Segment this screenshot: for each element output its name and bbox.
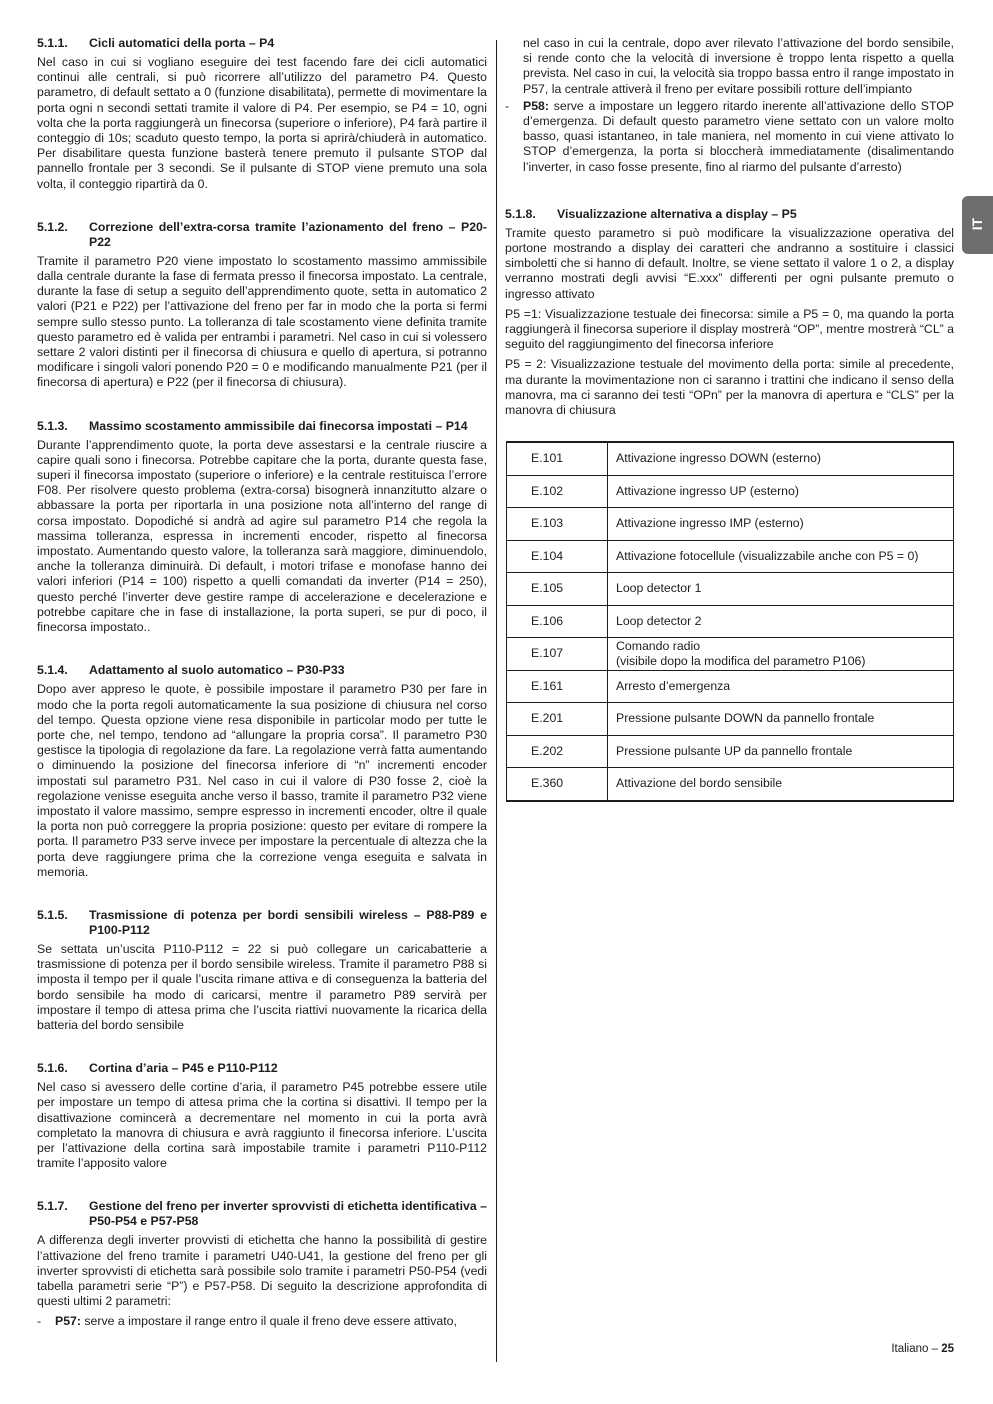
table-row [507, 638, 954, 671]
description-cell: Loop detector 1 [608, 573, 954, 606]
section-title: Trasmissione di potenza per bordi sensibili wireless – P88-P89 e P100-P112 [89, 907, 487, 937]
left-column [37, 36, 487, 1358]
footer-language: Italiano – [891, 1343, 938, 1355]
table-row [507, 475, 954, 508]
section-5-1-8 [505, 207, 954, 418]
language-tab-label: IT [969, 217, 986, 231]
description-cell: Arresto d’emergenza [608, 670, 954, 703]
code-cell: E.106 [507, 605, 608, 638]
description-cell: Attivazione fotocellule (visualizzabile anche con P5 = 0) [608, 540, 954, 573]
code-cell: E.201 [507, 703, 608, 736]
section-number: 5.1.7. [37, 1199, 68, 1214]
param-label: P57: [55, 1314, 81, 1329]
bullet-p58 [505, 99, 954, 175]
description-line: Comando radio [616, 638, 701, 653]
section-body: Se settata un’uscita P110-P112 = 22 si può collegare un caricabatterie a trasmissione di potenza per il bordo sensibile wireless. Tramite il parametro P88 si imposta il tempo per il quale l’uscita rimane attiva e di conseguenza la batteria del bordo sensibile ha modo di caricarsi, mentre il parametro P89 servirà per impostare il tempo di attesa prima che l’uscita riattivi nuovamente la ricarica della batteria del bordo sensibile [37, 941, 487, 1032]
param-label: P58: [523, 98, 549, 113]
section-body: Durante l’apprendimento quote, la porta deve assestarsi e la centrale riuscire a capire quali sono i finecorsa. Potrebbe capitare che la porta, durante questa fase, superi il finecorsa impostato (superiore o inferiore) e la centrale restituisca l’errore F08. Per risolvere questo problema (extra-corsa) bisognerà innanzitutto alzare o abbassare la porta per riportarla in una posizione nota all’interno del range di corsa impostato. Dopodiché si andrà ad agire sul parametro P14 che regola la massima tolleranza, espressa in incrementi encoder, rispetto al finecorsa impostato. Aumentando questo valore, la tolleranza sarà maggiore, diminuendolo, anche la tolleranza diminuirà. Di default, i motori trifase e monofase hanno dei valori inferiori (P14 = 100) rispetto a quelli comandati da inverter (P14 = 250), questo perché l’inverter deve gestire rampe di accelerazione e decelerazione e potrebbe capitare che in fase di installazione, la porta superi, se pur di poco, il finecorsa impostato.. [37, 437, 487, 635]
section-number: 5.1.1. [37, 36, 68, 50]
description-note: (visibile dopo la modifica del parametro P106) [616, 653, 866, 668]
section-heading [37, 419, 487, 434]
section-body: P5 = 2: Visualizzazione testuale del movimento della porta: simile al precedente, ma durante la movimentazione non ci saranno i trattini che indicano il senso della manovra, ma ci saranno dei testi “OPn” per la manovra di apertura e “CLS” per la manovra di chiusura [505, 357, 954, 418]
section-number: 5.1.2. [37, 219, 68, 234]
bullet-text [55, 1314, 487, 1329]
section-title: Correzione dell’extra-corsa tramite l’azionamento del freno – P20-P22 [89, 219, 487, 249]
code-cell: E.107 [507, 638, 608, 671]
bullet-dash: - [37, 1314, 42, 1329]
section-title: Gestione del freno per inverter sprovvisti di etichetta identificativa – P50-P54 e P57-P58 [89, 1199, 487, 1229]
description-cell: Loop detector 2 [608, 605, 954, 638]
bullet-p57 [37, 1314, 487, 1329]
section-5-1-2 [37, 220, 487, 391]
table-row [507, 703, 954, 736]
section-body: P5 =1: Visualizzazione testuale dei finecorsa: simile a P5 = 0, ma quando la porta raggiungerà il finecorsa superiore il display mostrerà “OP”, mentre mostrerà “CL” a seguito del raggiungimento del finecorsa inferiore [505, 306, 955, 352]
description-cell: Attivazione ingresso DOWN (esterno) [608, 442, 954, 475]
table-row [507, 735, 954, 768]
code-cell: E.360 [507, 768, 608, 801]
description-cell [608, 638, 954, 671]
section-5-1-7 [37, 1199, 487, 1329]
section-title: Massimo scostamento ammissibile dai finecorsa impostati – P14 [89, 418, 468, 433]
section-body: Nel caso in cui si vogliano eseguire dei test facendo fare dei cicli automatici continui alle centrali, si può ricorrere all’utilizzo del parametro P4. Questo parametro, di default settato a 0 (funzione disabilitata), permette di movimentare la porta ogni n secondi settati tramite il valore di P4. Per esempio, se P4 = 10, ogni volta che la porta raggiungerà un finecorsa (superiore o inferiore), P4 farà partire il conteggio di 10s; scaduto questo tempo, la porta si aprirà/chiuderà in automatico. Per disabilitare questa funzione basterà tenere premuto il pulsante STOP dal pannello frontale per 3 secondi. Se il pulsante di STOP viene premuto una sola volta, il conteggio ripartirà da 0. [37, 55, 487, 191]
code-cell: E.161 [507, 670, 608, 703]
section-5-1-6 [37, 1061, 487, 1171]
description-cell: Pressione pulsante UP da pannello frontale [608, 735, 954, 768]
section-heading [505, 207, 954, 222]
code-cell: E.104 [507, 540, 608, 573]
section-body: Tramite questo parametro si può modificare la visualizzazione operativa del portone mostrando a display dei caratteri che andranno a sostituire i classici simboletti che si hanno di default. Inoltre, se viene settato il valore 1 o 2, a display verranno mostrati degli avvisi “E.xxx” differenti per ogni pulsante premuto o ingresso attivato [505, 225, 954, 301]
page-footer [891, 1343, 954, 1355]
section-5-1-5 [37, 908, 487, 1033]
table-row [507, 442, 954, 475]
description-cell: Attivazione del bordo sensibile [608, 768, 954, 801]
table-row [507, 540, 954, 573]
table-row [507, 605, 954, 638]
section-number: 5.1.8. [505, 206, 536, 221]
table-row [507, 768, 954, 801]
section-body: Dopo aver appreso le quote, è possibile impostare il parametro P30 per fare in modo che la porta regoli automaticamente la sua posizione di chiusura nel corso del tempo. Questa opzione viene resa disponibile in particolar modo per tutte le porte che, nel tempo, tendono ad “allungare la propria corsa”. Il parametro P30 gestisce la tipologia di regolazione da fare. La regolazione verrà fatta aumentando o diminuendo la posizione del finecorsa inferiore di “n” incrementi encoder impostati sul parametro P31. Nel caso in cui il valore di P30 fosse 2, cioè la regolazione venisse eseguita anche verso il basso, tramite il parametro P32 viene impostato il valore massimo, sempre espresso in incrementi encoder, oltre il quale la porta non può correggere la propria posizione: questo per evitare di rompere la porta. Il parametro P33 serve invece per impostare la percentuale di altezza che la porta deve raggiungere prima che la correzione venga eseguita e salvata in memoria. [37, 682, 487, 879]
section-title: Visualizzazione alternativa a display – P5 [557, 206, 797, 221]
description-cell: Attivazione ingresso IMP (esterno) [608, 508, 954, 541]
param-description: serve a impostare il range entro il quale il freno deve essere attivato, [84, 1314, 457, 1329]
display-codes-table [506, 441, 954, 802]
code-cell: E.103 [507, 508, 608, 541]
section-heading [37, 1199, 487, 1229]
section-heading [37, 663, 487, 678]
description-cell: Attivazione ingresso UP (esterno) [608, 475, 954, 508]
section-body: A differenza degli inverter provvisti di etichetta che hanno la possibilità di gestire l’attivazione del freno tramite i parametri U40-U41, la gestione del freno per gli inverter sprovvisti di etichetta sarà possibile solo tramite i parametri P50-P54 (vedi tabella parametri serie “P”) e P57-P58. Di seguito la descrizione approfondita di questi ultimi 2 parametri: [37, 1233, 487, 1309]
section-5-1-4 [37, 663, 487, 880]
section-5-1-3 [37, 419, 487, 636]
table-row [507, 508, 954, 541]
section-body: Tramite il parametro P20 viene impostato lo scostamento massimo ammissibile dalla centrale durante la fase di fermata presso il finecorsa impostato. La centrale, durante la fase di setup a seguito dell’apprendimento quote, setta in automatico 2 valori (P21 e P22) per l’attivazione del freno per far in modo che la porta si fermi sempre sullo stesso punto. La tolleranza di tale scostamento viene definita tramite questo parametro ed è valida per entrambi i parametri. Nel caso in cui si volessero settare 2 valori distinti per il finecorsa di chiusura e quello di apertura, si potranno modificare i singoli valori ponendo P20 = 0 e modificando manualmente P21 (per il finecorsa di apertura) e P22 (per il finecorsa di chiusura). [37, 253, 487, 390]
section-number: 5.1.6. [37, 1061, 68, 1076]
section-5-1-1 [37, 36, 487, 192]
section-heading [37, 36, 487, 51]
description-cell: Pressione pulsante DOWN da pannello frontale [608, 703, 954, 736]
section-title: Cortina d’aria – P45 e P110-P112 [89, 1061, 278, 1076]
section-title: Cicli automatici della porta – P4 [89, 36, 275, 50]
section-heading [37, 1061, 487, 1076]
table-row [507, 573, 954, 606]
bullet-p57-continuation: nel caso in cui la centrale, dopo aver rilevato l’attivazione del bordo sensibile, si rende conto che la velocità di inversione è troppo lenta rispetto a quella prevista. Nel caso in cui, la velocità sia troppo bassa entro il range impostato in P57, la centrale attiverà il freno per evitare possibili rotture dell’impianto [523, 36, 954, 96]
section-title: Adattamento al suolo automatico – P30-P33 [89, 663, 345, 678]
code-cell: E.202 [507, 735, 608, 768]
section-body: Nel caso si avessero delle cortine d’aria, il parametro P45 potrebbe essere utile per impostare un tempo di attesa prima che la cortina si disattivi. Il tempo per la disattivazione comincerà a decrementare nel momento in cui la porta avrà completato la manovra di chiusura e avrà raggiunto il finecorsa inferiore. L’uscita per l’attivazione della cortina sarà impostabile tramite i parametri P110-P112 tramite l’apposito valore [37, 1080, 487, 1171]
bullet-dash: - [505, 98, 510, 113]
param-description: serve a impostare un leggero ritardo inerente all’attivazione dello STOP d’emergenza. Di default questo parametro viene settato con un valore molto basso, quasi istantaneo, in tale maniera, nel momento in cui viene attivato lo STOP d’emergenza, la porta si bloccherà immediatamente (disalimentando l’inverter, in caso fosse presente, fino al riarmo del pulsante d’arresto) [523, 98, 955, 174]
section-number: 5.1.5. [37, 907, 68, 922]
code-cell: E.105 [507, 573, 608, 606]
code-cell: E.101 [507, 442, 608, 475]
column-divider [496, 40, 497, 1362]
table-row [507, 670, 954, 703]
right-column [505, 36, 954, 446]
section-heading [37, 220, 487, 250]
bullet-text [523, 99, 954, 175]
section-heading [37, 908, 487, 938]
section-number: 5.1.4. [37, 663, 68, 678]
page-number: 25 [941, 1343, 954, 1355]
language-tab [962, 196, 993, 254]
section-number: 5.1.3. [37, 418, 68, 433]
code-cell: E.102 [507, 475, 608, 508]
